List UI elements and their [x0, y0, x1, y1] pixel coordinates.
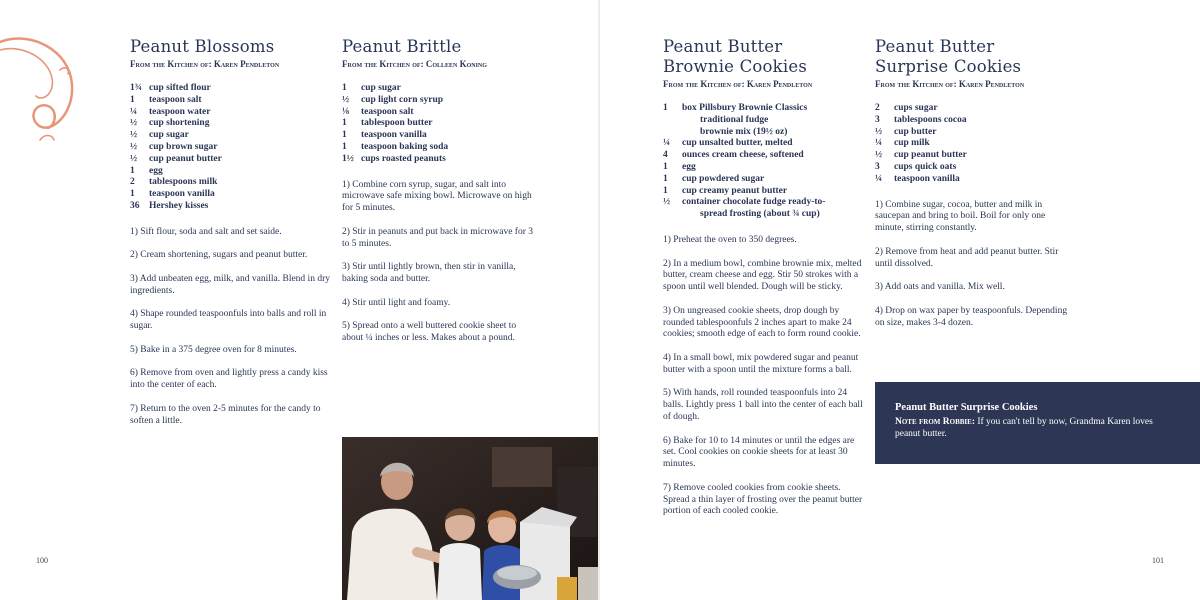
step-1: 1) Combine sugar, cocoa, butter and milk in saucepan and bring to boil. Boil for only one minute, stirring constantly. [875, 199, 1046, 234]
ingredient-row: ½ cup peanut butter [130, 153, 222, 164]
step-5: 5) Spread onto a well buttered cookie sheet to about ¼ inches or less. Makes about a pound. [342, 321, 517, 343]
ingredient-row: ½ cup shortening [130, 118, 210, 129]
ingredient-row: 4 ounces cream cheese, softened [663, 150, 804, 161]
ingredient-row: 3 cups quick oats [875, 161, 957, 172]
ingredient-row: ½ cup peanut butter [875, 150, 967, 161]
ingredient-row: 1 cup powdered sugar [663, 173, 765, 184]
ingredient-row: 1 egg [130, 165, 163, 176]
ingredient-row: ¼ teaspoon vanilla [875, 173, 960, 184]
note-label: Note from Robbie: [895, 417, 975, 427]
ingredient-row: 1¾ cup sifted flour [130, 83, 211, 93]
ingredient-row: 1½ cups roasted peanuts [342, 153, 446, 164]
ingredient-row: ½ cup sugar [130, 130, 189, 141]
step-5: 5) Bake in a 375 degree oven for 8 minutes. [130, 344, 297, 355]
ingredient-list [663, 103, 863, 221]
step-3: 3) Add oats and vanilla. Mix well. [875, 282, 1005, 293]
ingredient-list [130, 83, 330, 213]
step-4: 4) In a small bowl, mix powdered sugar and peanut butter with a spoon until the mixture forms a ball. [663, 352, 859, 375]
ingredient-row: ¼ teaspoon water [130, 106, 211, 117]
step-5: 5) With hands, roll rounded teaspoonfuls into 24 balls. Lightly press 1 ball into the center of each ball of dough. [663, 388, 863, 422]
ingredient-row: ½ cup brown sugar [130, 141, 218, 152]
step-3: 3) Add unbeaten egg, milk, and vanilla. Blend in dry ingredients. [130, 273, 330, 296]
ingredient-row: 1 tablespoon butter [342, 118, 433, 129]
right-page [600, 0, 1200, 600]
ingredient-row: ½ container chocolate fudge ready-to- [663, 197, 826, 208]
step-1: 1) Combine corn syrup, sugar, and salt into microwave safe mixing bowl. Microwave on high for 5 minutes. [342, 179, 532, 214]
step-7: 7) Return to the oven 2-5 minutes for the candy to soften a little. [130, 403, 321, 426]
recipe-peanut-butter-surprise-cookies [875, 37, 1075, 341]
page-number-left: 100 [36, 556, 48, 565]
step-4: 4) Drop on wax paper by teaspoonfuls. Depending on size, makes 3-4 dozen. [875, 305, 1068, 328]
ingredient-row: ¼ cup unsalted butter, melted [663, 138, 793, 149]
note-box [875, 382, 1200, 464]
step-6: 6) Bake for 10 to 14 minutes or until the edges are set. Cool cookies on cookie sheets for at least 30 minutes. [663, 435, 855, 470]
step-list [130, 227, 330, 428]
family-photo [342, 437, 600, 600]
step-7: 7) Remove cooled cookies from cookie sheets. Spread a thin layer of frosting over the peanut butter portion of each cooled cookie. [663, 482, 863, 517]
ingredient-list [342, 83, 538, 166]
step-2: 2) In a medium bowl, combine brownie mix, melted butter, cream cheese and egg. Stir 50 strokes with a spoon until well blended. Dough will be sticky. [663, 258, 862, 293]
ingredient-row: 1 teaspoon vanilla [130, 189, 215, 200]
ingredient-row: 3 tablespoons cocoa [875, 114, 967, 125]
step-3: 3) On ungreased cookie sheets, drop dough by rounded tablespoonfuls 2 inches apart to make 24 cookies; smooth edge of each to form round cookie. [663, 305, 861, 340]
ingredient-row: 1 teaspoon baking soda [342, 141, 449, 152]
step-6: 6) Remove from oven and lightly press a candy kiss into the center of each. [130, 368, 328, 391]
ingredient-row: 2 tablespoons milk [130, 177, 218, 188]
step-2: 2) Stir in peanuts and put back in microwave for 3 to 5 minutes. [342, 226, 534, 249]
step-2: 2) Cream shortening, sugars and peanut butter. [130, 250, 308, 261]
ingredient-row: 1 cup sugar [342, 83, 401, 93]
step-3: 3) Stir until lightly brown, then stir in vanilla, baking soda and butter. [342, 262, 516, 284]
ingredient-row: 1 teaspoon salt [130, 94, 202, 105]
step-list [663, 235, 863, 518]
recipe-title: Peanut Brittle [342, 37, 462, 56]
ingredient-row: ½ cup light corn syrup [342, 94, 444, 105]
note-title: Peanut Butter Surprise Cookies [895, 402, 1038, 413]
step-list [342, 180, 538, 345]
ingredient-row: ½ cup butter [875, 126, 937, 137]
page-number-right: 101 [1152, 556, 1164, 565]
recipe-title: Peanut Blossoms [130, 37, 275, 56]
ingredient-row: brownie mix (19½ oz) [700, 126, 788, 137]
step-4: 4) Stir until light and foamy. [342, 297, 451, 308]
ingredient-row: 1 teaspoon vanilla [342, 130, 427, 141]
recipe-peanut-butter-brownie-cookies [663, 37, 863, 530]
step-2: 2) Remove from heat and add peanut butter. Stir until dissolved. [875, 246, 1059, 269]
recipe-peanut-blossoms [130, 37, 330, 439]
ingredient-row: 1 egg [663, 161, 696, 172]
step-list [875, 200, 1075, 330]
ingredient-row: traditional fudge [700, 114, 769, 125]
recipe-title: Peanut Butter Surprise Cookies [875, 37, 1022, 76]
recipe-title: Peanut Butter Brownie Cookies [663, 37, 807, 76]
note-text [895, 417, 1155, 441]
recipe-source: From the Kitchen of: Karen Pendleton [130, 59, 280, 69]
step-4: 4) Shape rounded teaspoonfuls into balls and roll in sugar. [130, 309, 327, 332]
ingredient-row: 1 box Pillsbury Brownie Classics [663, 103, 808, 113]
ingredient-row: spread frosting (about ¾ cup) [700, 209, 820, 220]
recipe-source: From the Kitchen of: Colleen Koning [342, 59, 487, 69]
recipe-source: From the Kitchen of: Karen Pendleton [663, 79, 813, 89]
ingredient-row: 2 cups sugar [875, 103, 938, 113]
ingredient-row: ⅛ teaspoon salt [342, 106, 414, 117]
step-1: 1) Sift flour, soda and salt and set saide. [130, 226, 282, 237]
recipe-source: From the Kitchen of: Karen Pendleton [875, 79, 1025, 89]
ingredient-row: 36 Hershey kisses [130, 200, 209, 211]
ingredient-row: ¼ cup milk [875, 138, 930, 149]
decorative-swirl-icon [0, 30, 90, 150]
ingredient-list [875, 103, 1075, 186]
step-1: 1) Preheat the oven to 350 degrees. [663, 234, 797, 245]
note-body: If you can't tell by now, Grandma Karen loves peanut butter. [895, 417, 1153, 439]
ingredient-row: 1 cup creamy peanut butter [663, 185, 788, 196]
recipe-peanut-brittle [342, 37, 538, 357]
